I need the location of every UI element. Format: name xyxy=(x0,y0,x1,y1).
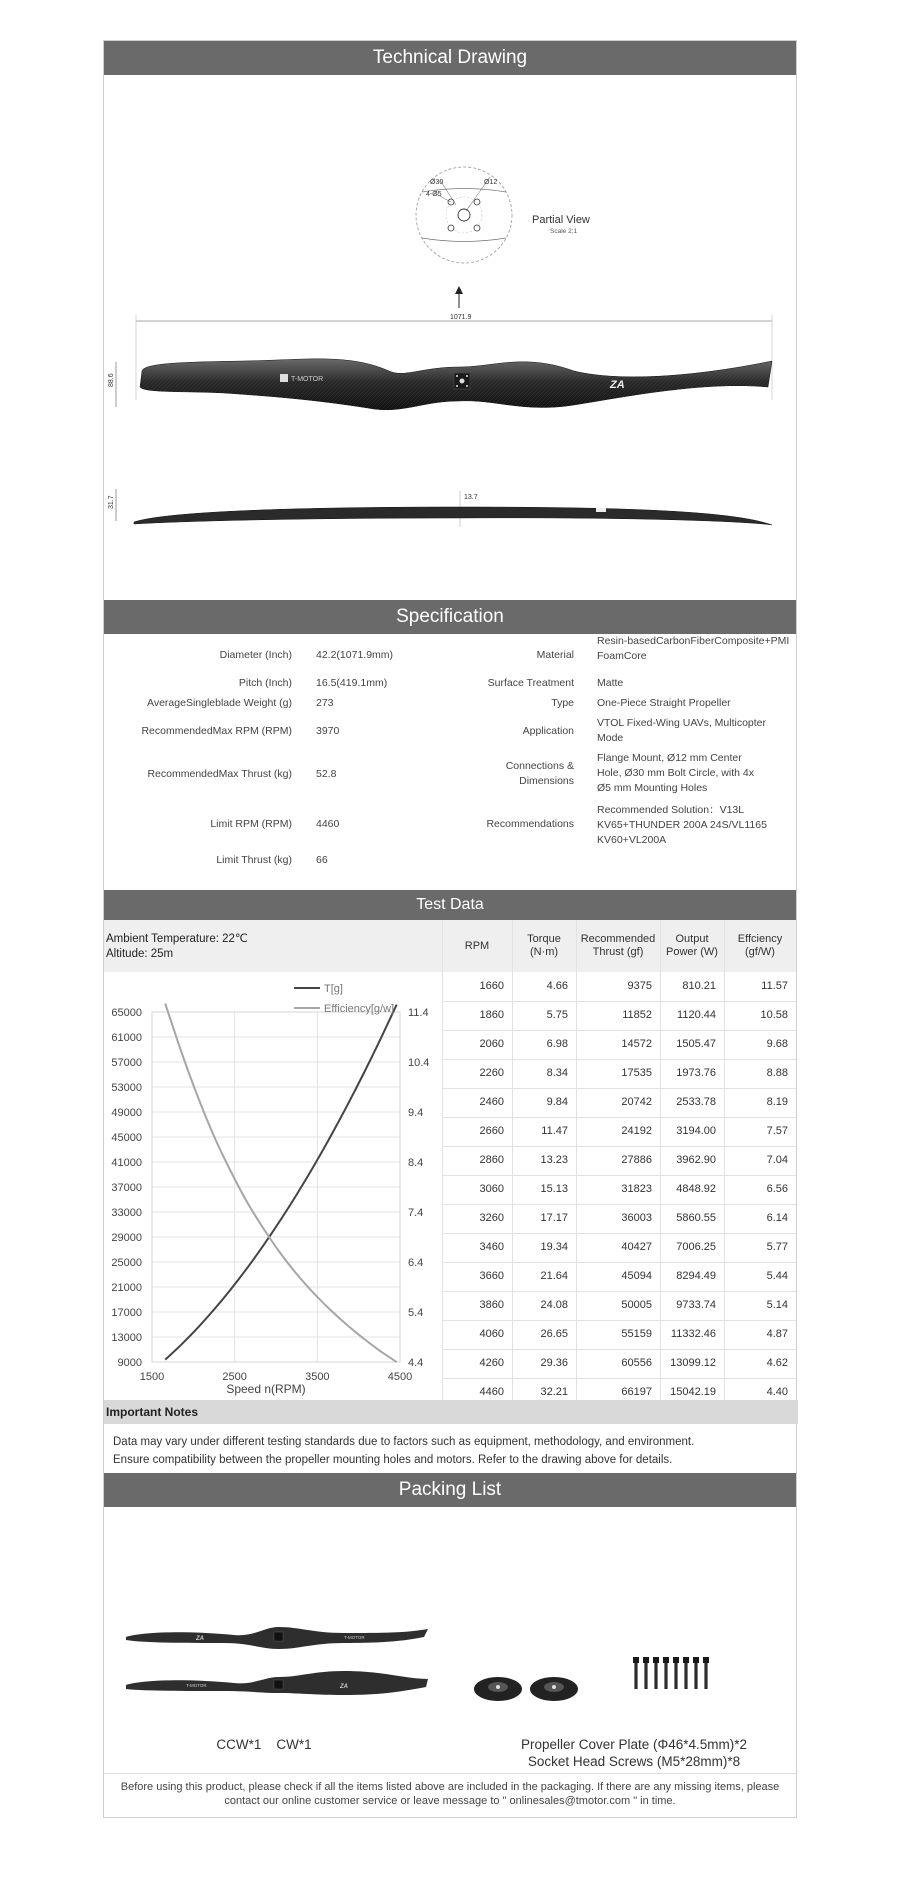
y-right-tick-label: 7.4 xyxy=(408,1207,424,1219)
y-right-tick-label: 6.4 xyxy=(408,1257,424,1269)
packing-items xyxy=(104,1507,796,1737)
screw-head xyxy=(673,1657,679,1663)
test-cell: 1973.76 xyxy=(676,1067,716,1079)
ambient-temperature: Ambient Temperature: 22℃ xyxy=(106,933,248,945)
screw-head xyxy=(643,1657,649,1663)
test-cell: 4.62 xyxy=(766,1357,788,1369)
y-right-tick-label: 4.4 xyxy=(408,1357,424,1369)
test-table-header xyxy=(104,920,796,972)
test-cell: 15.13 xyxy=(540,1183,568,1195)
y-left-tick-label: 21000 xyxy=(111,1282,142,1294)
test-cell: 66197 xyxy=(621,1386,652,1398)
thrust-efficiency-chart xyxy=(104,972,442,1400)
spec-left-value: 16.5(419.1mm) xyxy=(316,677,388,689)
test-cell: 55159 xyxy=(621,1328,652,1340)
blade-logo-left: T-MOTOR xyxy=(291,376,324,383)
partial-view xyxy=(416,167,590,308)
test-cell: 20742 xyxy=(621,1096,652,1108)
test-cell: 31823 xyxy=(621,1183,652,1195)
test-cell: 4060 xyxy=(479,1328,504,1340)
socket-head-screws xyxy=(633,1657,709,1689)
x-tick-label: 4500 xyxy=(387,1371,413,1383)
test-cell: 1660 xyxy=(479,980,504,992)
propeller-top-view xyxy=(140,359,772,410)
altitude: Altitude: 25m xyxy=(106,948,174,960)
y-left-tick-label: 29000 xyxy=(111,1232,142,1244)
x-tick-label: 2500 xyxy=(222,1371,247,1383)
test-data-title: Test Data xyxy=(416,896,484,913)
test-cell: 7.04 xyxy=(766,1154,788,1166)
packing-list-header xyxy=(104,1473,796,1507)
test-cell: 5.75 xyxy=(546,1009,568,1021)
test-cell: 13099.12 xyxy=(670,1357,716,1369)
propeller-ccw xyxy=(126,1627,428,1649)
test-cell: 2260 xyxy=(479,1067,504,1079)
col-header-rpm: RPM xyxy=(464,939,490,952)
partial-view-label: Partial View xyxy=(532,214,590,226)
test-cell: 3660 xyxy=(479,1270,504,1282)
test-cell: 2860 xyxy=(479,1154,504,1166)
test-cell: 17.17 xyxy=(540,1212,568,1224)
test-cell: 29.36 xyxy=(540,1357,568,1369)
test-data-header xyxy=(104,890,796,920)
spec-left-label: Pitch (Inch) xyxy=(238,677,292,689)
col-header-efficiency: Effciency (gf/W) xyxy=(737,933,783,958)
test-cell: 32.21 xyxy=(540,1386,568,1398)
y-right-tick-label: 9.4 xyxy=(408,1107,424,1119)
spec-right-label: Surface Treatment xyxy=(487,677,574,689)
dim-holes: 4-Ø5 xyxy=(426,191,442,198)
spec-right-label: Application xyxy=(522,725,574,737)
dim-width: 88.6 xyxy=(108,373,115,387)
prop-logo-left: T-MOTOR xyxy=(344,1635,365,1640)
test-cell: 9.68 xyxy=(766,1038,788,1050)
series-line-1 xyxy=(165,1004,396,1363)
dim-hub: 13.7 xyxy=(464,494,478,501)
packing-list-title: Packing List xyxy=(398,1479,502,1500)
spec-right-value: One-Piece Straight Propeller xyxy=(597,697,731,709)
test-cell: 7.57 xyxy=(766,1125,788,1137)
series-line-0 xyxy=(165,1005,396,1360)
important-notes-title: Important Notes xyxy=(106,1405,199,1419)
spec-left-label: AverageSingleblade Weight (g) xyxy=(147,697,292,709)
test-cell: 50005 xyxy=(621,1299,652,1311)
test-cell: 24.08 xyxy=(540,1299,568,1311)
test-cell: 5.44 xyxy=(766,1270,788,1282)
test-cell: 9.84 xyxy=(546,1096,568,1108)
screw-head xyxy=(653,1657,659,1663)
blade-logo-right: ZA xyxy=(610,379,625,391)
spec-left-value: 66 xyxy=(316,854,328,866)
spec-left-value: 52.8 xyxy=(316,768,337,780)
screw-head xyxy=(633,1657,639,1663)
test-cell: 8294.49 xyxy=(676,1270,716,1282)
y-right-tick-label: 5.4 xyxy=(408,1307,424,1319)
important-notes-header xyxy=(104,1400,798,1424)
test-cell: 2460 xyxy=(479,1096,504,1108)
test-cell: 4.66 xyxy=(546,980,568,992)
note-line: Data may vary under different testing standards due to factors such as equipment, methodology, and environment. xyxy=(113,1436,695,1448)
spec-left-value: 3970 xyxy=(316,725,340,737)
test-cell: 36003 xyxy=(621,1212,652,1224)
spec-left-label: RecommendedMax Thrust (kg) xyxy=(147,768,292,780)
x-tick-label: 1500 xyxy=(139,1371,165,1383)
test-cell: 40427 xyxy=(621,1241,652,1253)
test-cell: 7006.25 xyxy=(676,1241,716,1253)
test-cell: 24192 xyxy=(621,1125,652,1137)
specification-header xyxy=(104,600,796,634)
test-cell: 2660 xyxy=(479,1125,504,1137)
test-cell: 3460 xyxy=(479,1241,504,1253)
y-left-tick-label: 13000 xyxy=(111,1332,142,1344)
test-cell: 6.56 xyxy=(766,1183,788,1195)
test-cell: 5.77 xyxy=(766,1241,788,1253)
test-cell: 8.34 xyxy=(546,1067,568,1079)
y-left-tick-label: 17000 xyxy=(111,1307,142,1319)
test-cell: 3260 xyxy=(479,1212,504,1224)
test-cell: 1505.47 xyxy=(676,1038,716,1050)
test-cell: 11332.46 xyxy=(670,1328,716,1340)
screw-shank xyxy=(694,1663,697,1689)
y-left-tick-label: 33000 xyxy=(111,1207,142,1219)
test-cell: 5.14 xyxy=(766,1299,788,1311)
test-cell: 60556 xyxy=(621,1357,652,1369)
spec-left-value: 4460 xyxy=(316,818,340,830)
test-cell: 6.98 xyxy=(546,1038,568,1050)
y-left-tick-label: 41000 xyxy=(111,1157,142,1169)
y-left-tick-label: 57000 xyxy=(111,1057,142,1069)
test-cell: 4260 xyxy=(479,1357,504,1369)
test-cell: 4848.92 xyxy=(676,1183,716,1195)
test-cell: 4.87 xyxy=(766,1328,788,1340)
screw-head xyxy=(683,1657,689,1663)
dim-d30: Ø30 xyxy=(430,179,444,186)
y-left-tick-label: 45000 xyxy=(111,1132,142,1144)
col-header-thrust: Recommended Thrust (gf) xyxy=(580,933,656,958)
test-cell: 27886 xyxy=(621,1154,652,1166)
y-right-tick-label: 11.4 xyxy=(408,1007,429,1019)
test-cell: 4460 xyxy=(479,1386,504,1398)
props-caption: CCW*1 CW*1 xyxy=(216,1737,312,1752)
legend-label: Efficiency[g/w] xyxy=(324,1003,395,1015)
propeller-cw xyxy=(126,1671,428,1695)
spec-left-value: 42.2(1071.9mm) xyxy=(316,649,394,661)
test-cell: 9733.74 xyxy=(676,1299,716,1311)
y-left-tick-label: 25000 xyxy=(111,1257,142,1269)
packaging-notice: Before using this product, please check if all the items listed above are included in the packaging. If there are any missing items, please contact our online customer service or leave message to " onlinesales@tmotor.com " in time. xyxy=(120,1781,780,1807)
screw-shank xyxy=(684,1663,687,1689)
test-cell: 810.21 xyxy=(682,980,716,992)
test-cell: 9375 xyxy=(627,980,652,992)
cover-plates xyxy=(474,1677,578,1701)
spec-right-value: VTOL Fixed-Wing UAVs, Multicopter Mode xyxy=(597,717,767,744)
technical-drawing-header xyxy=(104,41,796,75)
test-cell: 19.34 xyxy=(540,1241,568,1253)
spec-right-value: Flange Mount, Ø12 mm Center Hole, Ø30 mm Bolt Circle, with 4x Ø5 mm Mounting Holes xyxy=(597,752,754,794)
test-cell: 13.23 xyxy=(540,1154,568,1166)
test-cell: 14572 xyxy=(621,1038,652,1050)
spec-left-value: 273 xyxy=(316,697,334,709)
screw-shank xyxy=(704,1663,707,1689)
test-cell: 3194.00 xyxy=(676,1125,716,1137)
spec-right-label: Connections & Dimensions xyxy=(505,760,574,787)
prop-logo-left: T-MOTOR xyxy=(186,1683,207,1688)
prop-logo-right: ZA xyxy=(340,1684,348,1690)
test-cell: 10.58 xyxy=(760,1009,788,1021)
spec-right-value: Resin-basedCarbonFiberComposite+PMIFoamCore xyxy=(597,635,790,662)
y-right-tick-label: 8.4 xyxy=(408,1157,424,1169)
dim-d12: Ø12 xyxy=(484,179,498,186)
y-left-tick-label: 49000 xyxy=(111,1107,142,1119)
test-cell: 45094 xyxy=(621,1270,652,1282)
col-header-torque: Torque (N·m) xyxy=(527,933,561,958)
test-cell: 26.65 xyxy=(540,1328,568,1340)
screw-shank xyxy=(674,1663,677,1689)
spec-left-label: Limit Thrust (kg) xyxy=(216,854,292,866)
y-right-tick-label: 10.4 xyxy=(408,1057,430,1069)
test-cell: 8.19 xyxy=(766,1096,788,1108)
prop-logo-right: ZA xyxy=(196,1636,204,1642)
screw-head xyxy=(663,1657,669,1663)
test-cell: 5860.55 xyxy=(676,1212,716,1224)
x-axis-label: Speed n(RPM) xyxy=(226,1382,306,1396)
dim-length: 1071.9 xyxy=(450,314,472,321)
screw-head xyxy=(693,1657,699,1663)
screw-shank xyxy=(654,1663,657,1689)
y-left-tick-label: 61000 xyxy=(111,1032,142,1044)
test-cell: 2060 xyxy=(479,1038,504,1050)
test-cell: 2533.78 xyxy=(676,1096,716,1108)
test-cell: 11852 xyxy=(622,1009,652,1021)
y-left-tick-label: 53000 xyxy=(111,1082,142,1094)
note-line: Ensure compatibility between the propeller mounting holes and motors. Refer to the drawing above for details. xyxy=(113,1454,673,1466)
spec-left-label: Limit RPM (RPM) xyxy=(210,818,292,830)
legend-label: T[g] xyxy=(324,983,343,995)
specification-title: Specification xyxy=(396,606,504,627)
test-cell: 6.14 xyxy=(766,1212,788,1224)
screws-caption: Socket Head Screws (M5*28mm)*8 xyxy=(527,1754,741,1769)
test-cell: 8.88 xyxy=(766,1067,788,1079)
y-left-tick-label: 9000 xyxy=(117,1357,142,1369)
test-cell: 15042.19 xyxy=(670,1386,716,1398)
x-tick-label: 3500 xyxy=(305,1371,330,1383)
test-cell: 1120.44 xyxy=(677,1009,716,1021)
spec-right-label: Recommendations xyxy=(486,818,574,830)
test-cell: 11.47 xyxy=(541,1125,568,1137)
spec-right-value: Recommended Solution：V13L KV65+THUNDER 200A 24S/VL1165 KV60+VL200A xyxy=(597,804,767,846)
screw-shank xyxy=(634,1663,637,1689)
test-cell: 1860 xyxy=(479,1009,504,1021)
test-cell: 3060 xyxy=(479,1183,504,1195)
test-cell: 3962.90 xyxy=(676,1154,716,1166)
test-cell: 17535 xyxy=(621,1067,652,1079)
spec-left-label: Diameter (Inch) xyxy=(219,649,292,661)
test-cell: 3860 xyxy=(479,1299,504,1311)
technical-drawing-title: Technical Drawing xyxy=(372,47,528,68)
technical-drawing xyxy=(104,75,796,600)
spec-left-label: RecommendedMax RPM (RPM) xyxy=(141,725,292,737)
partial-view-scale: Scale 2:1 xyxy=(550,228,578,235)
col-header-power: Output Power (W) xyxy=(666,933,718,958)
product-sheet xyxy=(103,40,797,1818)
cover-plate-caption: Propeller Cover Plate (Φ46*4.5mm)*2 xyxy=(520,1737,748,1752)
spec-right-label: Type xyxy=(551,697,574,709)
test-cell: 11.57 xyxy=(761,980,788,992)
propeller-side-view xyxy=(108,489,772,527)
dim-thickness: 31.7 xyxy=(108,495,115,509)
y-left-tick-label: 37000 xyxy=(111,1182,142,1194)
screw-head xyxy=(703,1657,709,1663)
y-left-tick-label: 65000 xyxy=(111,1007,142,1019)
test-cell: 4.40 xyxy=(766,1386,788,1398)
spec-right-label: Material xyxy=(536,649,574,661)
screw-shank xyxy=(664,1663,667,1689)
screw-shank xyxy=(644,1663,647,1689)
test-cell: 21.64 xyxy=(540,1270,568,1282)
spec-right-value: Matte xyxy=(597,677,624,689)
